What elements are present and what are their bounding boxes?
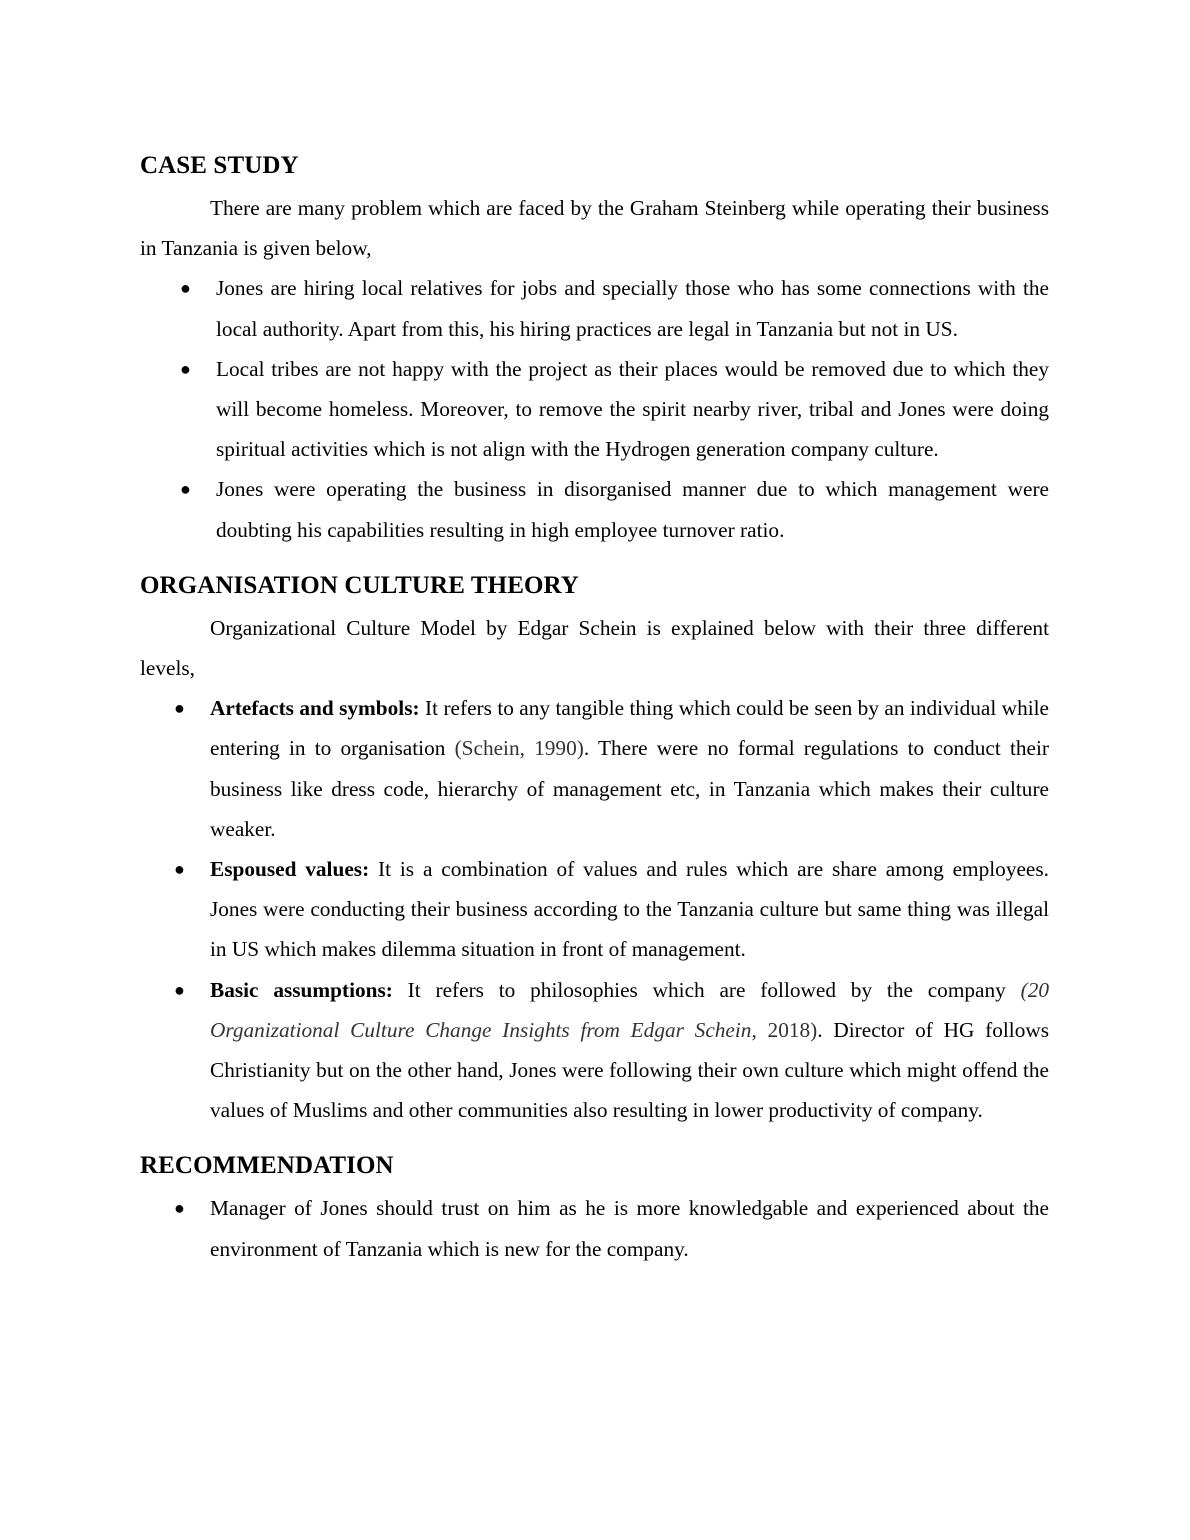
case-study-heading: CASE STUDY — [140, 152, 299, 179]
bullet-icon: ● — [174, 698, 185, 719]
culture-level-artefacts — [140, 688, 1049, 849]
case-study-item-2 — [140, 349, 1049, 470]
document-page — [140, 148, 1049, 1269]
bullet-icon: ● — [180, 278, 191, 299]
case-study-intro: There are many problem which are faced by the Graham Steinberg while operating their business in Tanzania is given below, — [140, 196, 1049, 261]
recommendation-item-1 — [140, 1188, 1049, 1268]
artefacts-text-before: It refers to any tangible thing which could be seen by an individual while entering in to organisation — [210, 696, 1049, 761]
case-study-item-text: Jones were operating the business in disorganised manner due to which management were doubting his capabilities resulting in high employee turnover ratio. — [216, 477, 1049, 542]
artefacts-text-after: . There were no formal regulations to conduct their business like dress code, hierarchy of management etc, in Tanzania which makes their culture weaker. — [210, 736, 1049, 841]
assumptions-text-after: . Director of HG follows Christianity but on the other hand, Jones were following their own culture which might offend the values of Muslims and other communities also resulting in lower productivity of company. — [210, 1017, 1050, 1123]
case-study-item-text: Jones are hiring local relatives for jobs and specially those who has some connections with the local authority. Apart from this, his hiring practices are legal in Tanzania but not in US. — [216, 276, 1049, 341]
culture-theory-intro: Organizational Culture Model by Edgar Schein is explained below with their three different levels, — [140, 615, 1049, 681]
bullet-icon: ● — [180, 479, 191, 500]
assumptions-term: Basic assumptions: — [210, 977, 393, 1002]
case-study-list — [140, 268, 1049, 549]
artefacts-term: Artefacts and symbols: — [210, 696, 420, 721]
culture-level-espoused — [140, 849, 1049, 970]
bullet-icon: ● — [174, 1198, 185, 1219]
recommendation-heading: RECOMMENDATION — [140, 1152, 394, 1180]
bullet-icon: ● — [174, 979, 185, 1000]
assumptions-citation-italic: (20 Organizational Culture Change Insights from Edgar Schein, — [210, 977, 1049, 1042]
culture-theory-heading: ORGANISATION CULTURE THEORY — [140, 571, 579, 599]
culture-levels-list — [140, 688, 1049, 1130]
recommendation-list — [140, 1188, 1049, 1268]
artefacts-citation: (Schein, 1990) — [454, 736, 584, 761]
bullet-icon: ● — [174, 859, 185, 880]
espoused-text: It is a combination of values and rules which are share among employees. Jones were conducting their business according to the Tanzania culture but same thing was illegal in US which makes dilemma situation in front of management. — [210, 857, 1049, 962]
bullet-icon: ● — [180, 358, 191, 379]
case-study-item-3 — [140, 469, 1049, 549]
case-study-item-1 — [140, 268, 1049, 348]
espoused-term: Espoused values: — [210, 857, 370, 882]
recommendation-item-text: Manager of Jones should trust on him as he is more knowledgable and experienced about the environment of Tanzania which is new for the company. — [210, 1196, 1049, 1261]
assumptions-citation-year: 2018) — [756, 1017, 818, 1042]
assumptions-text-before: It refers to philosophies which are followed by the company — [392, 977, 1021, 1002]
case-study-item-text: Local tribes are not happy with the project as their places would be removed due to which they will become homeless. Moreover, to remove the spirit nearby river, tribal and Jones were doing spiritual activities which is not align with the Hydrogen generation company culture. — [216, 356, 1049, 462]
culture-level-assumptions — [140, 970, 1049, 1131]
